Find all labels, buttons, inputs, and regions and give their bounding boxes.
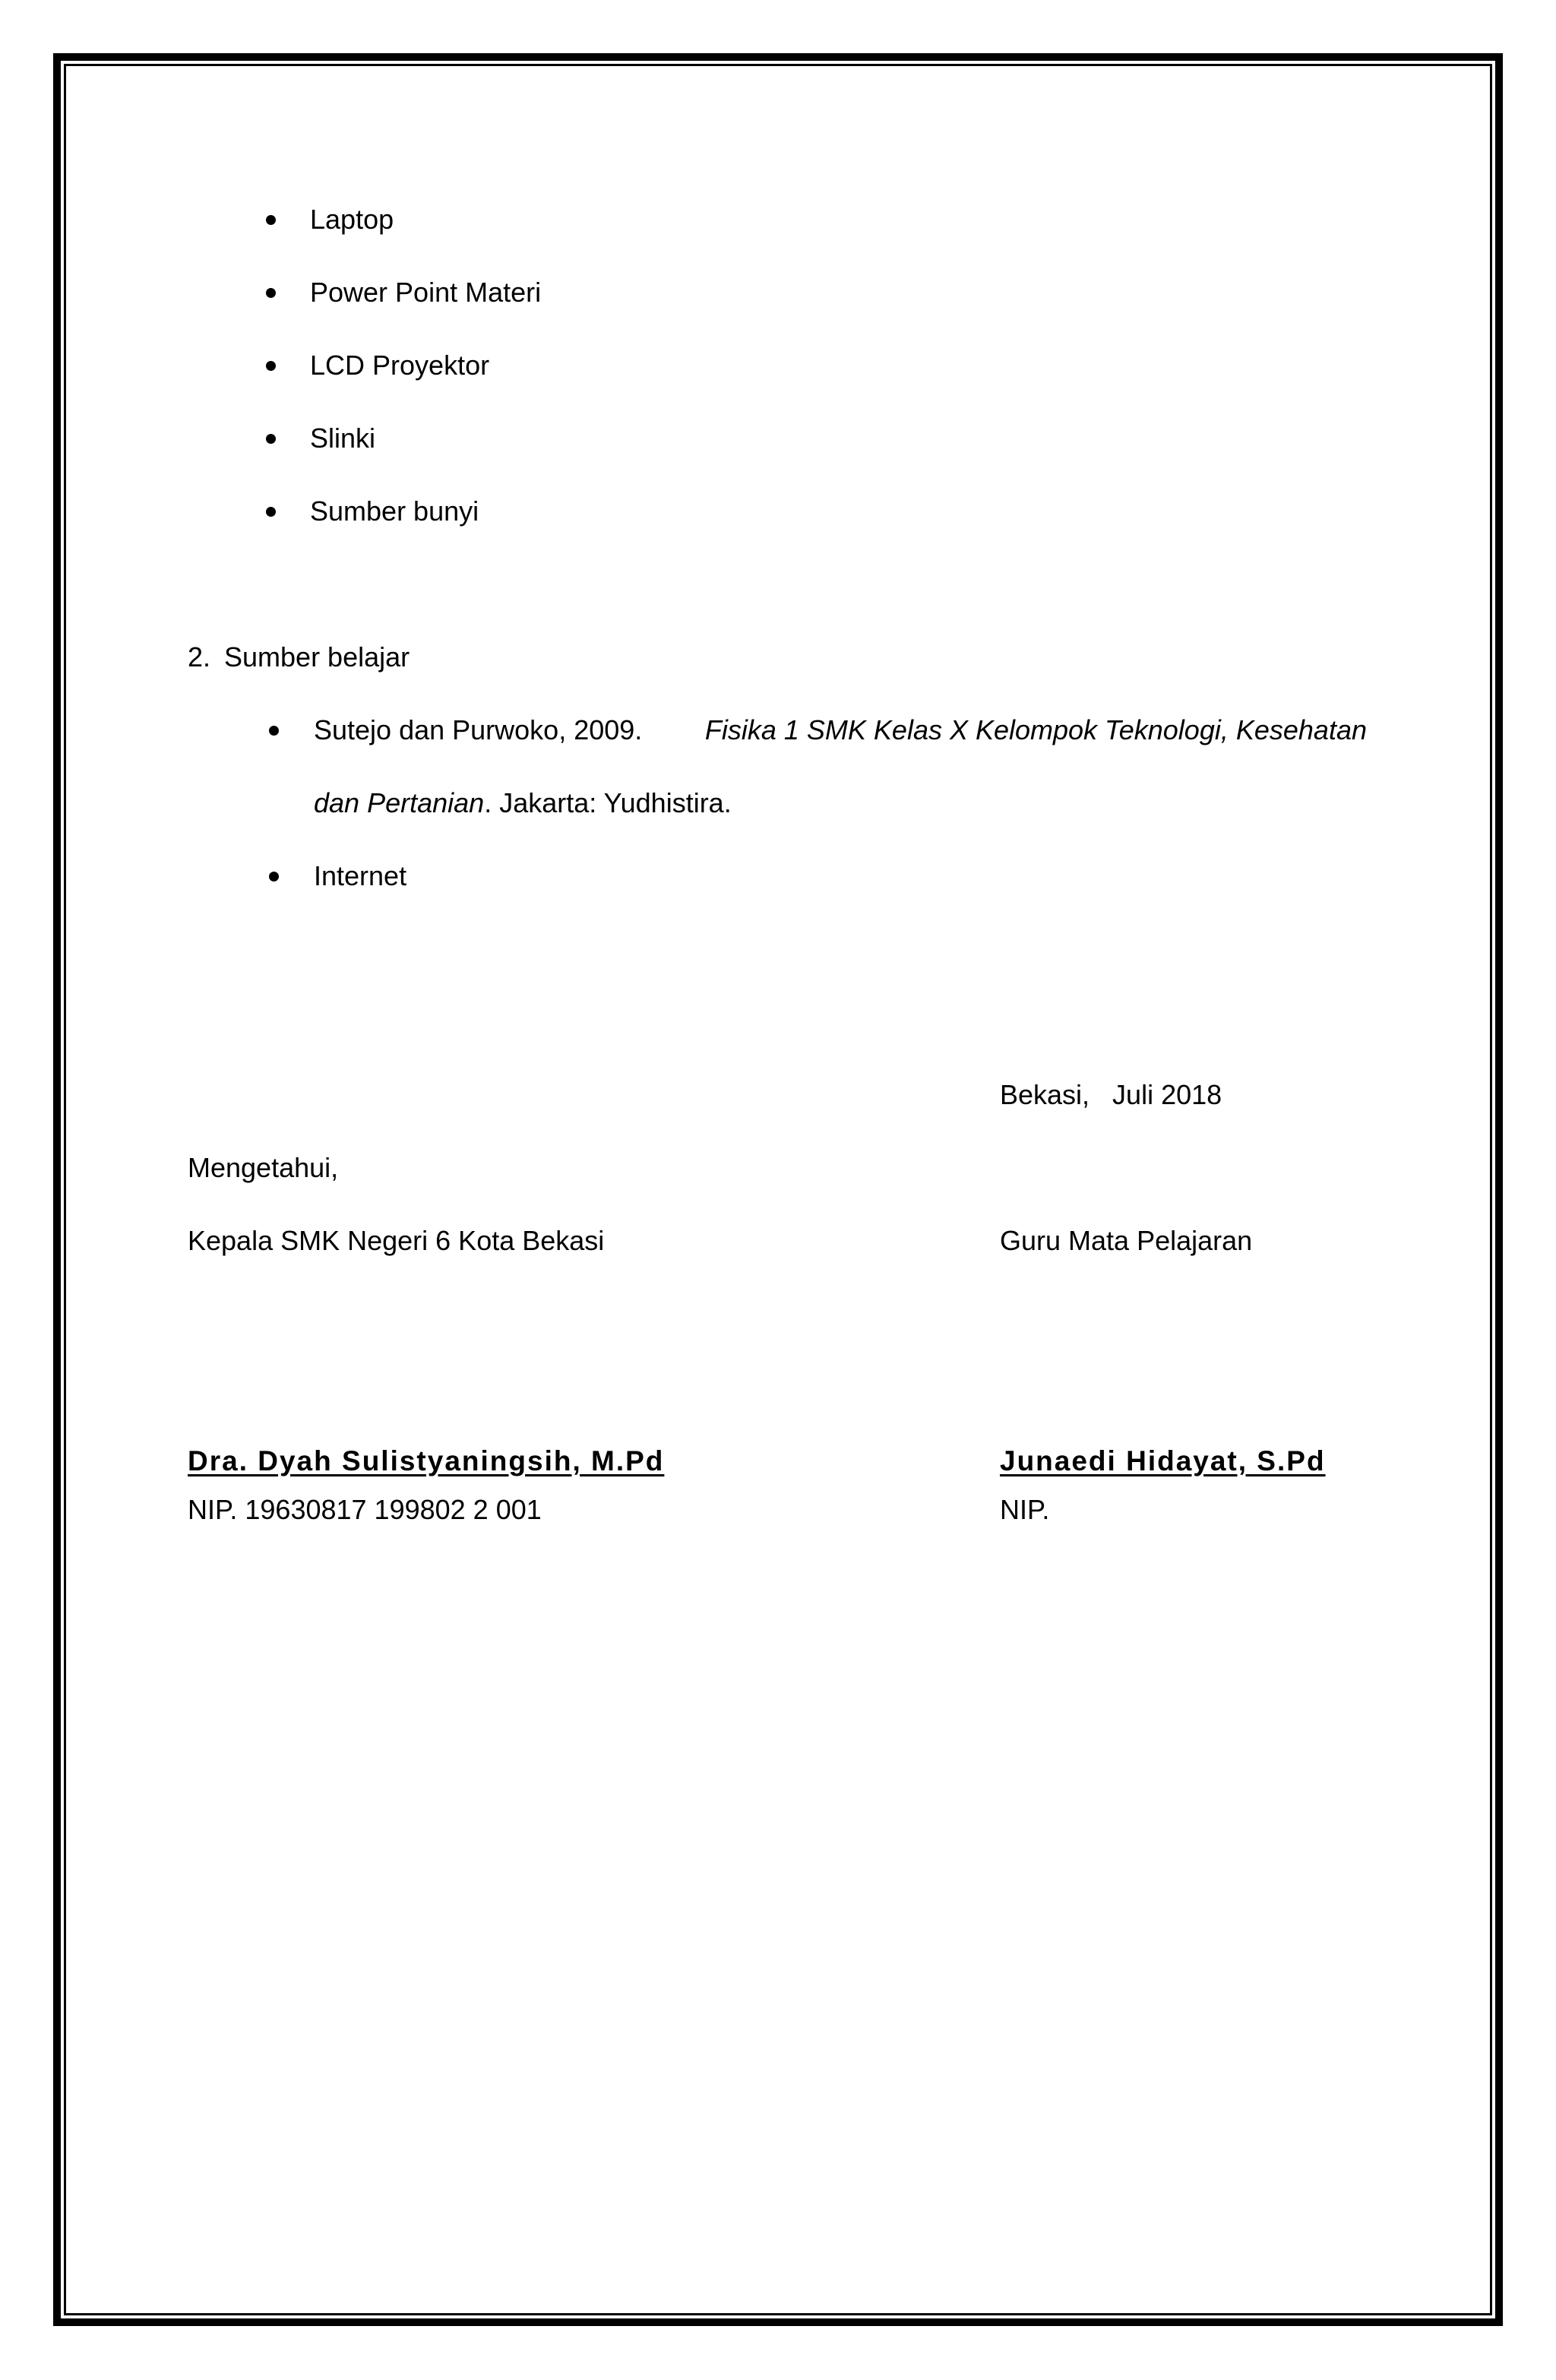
principal-name: Dra. Dyah Sulistyaningsih, M.Pd xyxy=(188,1445,665,1476)
reference-publisher: . Jakarta: Yudhistira. xyxy=(484,787,732,818)
list-item-label: Sumber bunyi xyxy=(310,495,479,527)
teacher-role: Guru Mata Pelajaran xyxy=(1000,1225,1253,1256)
bullet-icon xyxy=(266,361,276,371)
principal-role: Kepala SMK Negeri 6 Kota Bekasi xyxy=(188,1225,605,1256)
list-item-label: LCD Proyektor xyxy=(310,350,490,381)
principal-nip: NIP. 19630817 199802 2 001 xyxy=(188,1494,542,1525)
reference-line-2 xyxy=(314,786,732,820)
page-border-inner xyxy=(64,64,1492,2315)
bullet-icon xyxy=(266,215,276,225)
teacher-name: Junaedi Hidayat, S.Pd xyxy=(1000,1445,1326,1476)
list-item-label: Power Point Materi xyxy=(310,277,542,308)
list-item-label: Laptop xyxy=(310,204,394,235)
section-number: 2. xyxy=(188,641,211,673)
reference-line-1 xyxy=(314,714,1367,747)
bullet-icon xyxy=(266,288,276,298)
list-item-label: Slinki xyxy=(310,423,376,454)
reference-title-part2: dan Pertanian xyxy=(314,787,485,818)
reference-title-part1: Fisika 1 SMK Kelas X Kelompok Teknologi, Kesehatan xyxy=(704,714,1367,745)
bullet-icon xyxy=(266,434,276,444)
teacher-nip: NIP. xyxy=(1000,1494,1050,1525)
internet-source: Internet xyxy=(314,860,407,891)
reference-authors: Sutejo dan Purwoko, 2009. xyxy=(314,714,643,745)
bullet-icon xyxy=(269,872,279,881)
bullet-icon xyxy=(269,726,279,736)
acknowledged-label: Mengetahui, xyxy=(188,1152,339,1183)
section-heading: Sumber belajar xyxy=(224,641,410,673)
place-date: Bekasi, Juli 2018 xyxy=(1000,1079,1222,1110)
bullet-icon xyxy=(266,507,276,517)
